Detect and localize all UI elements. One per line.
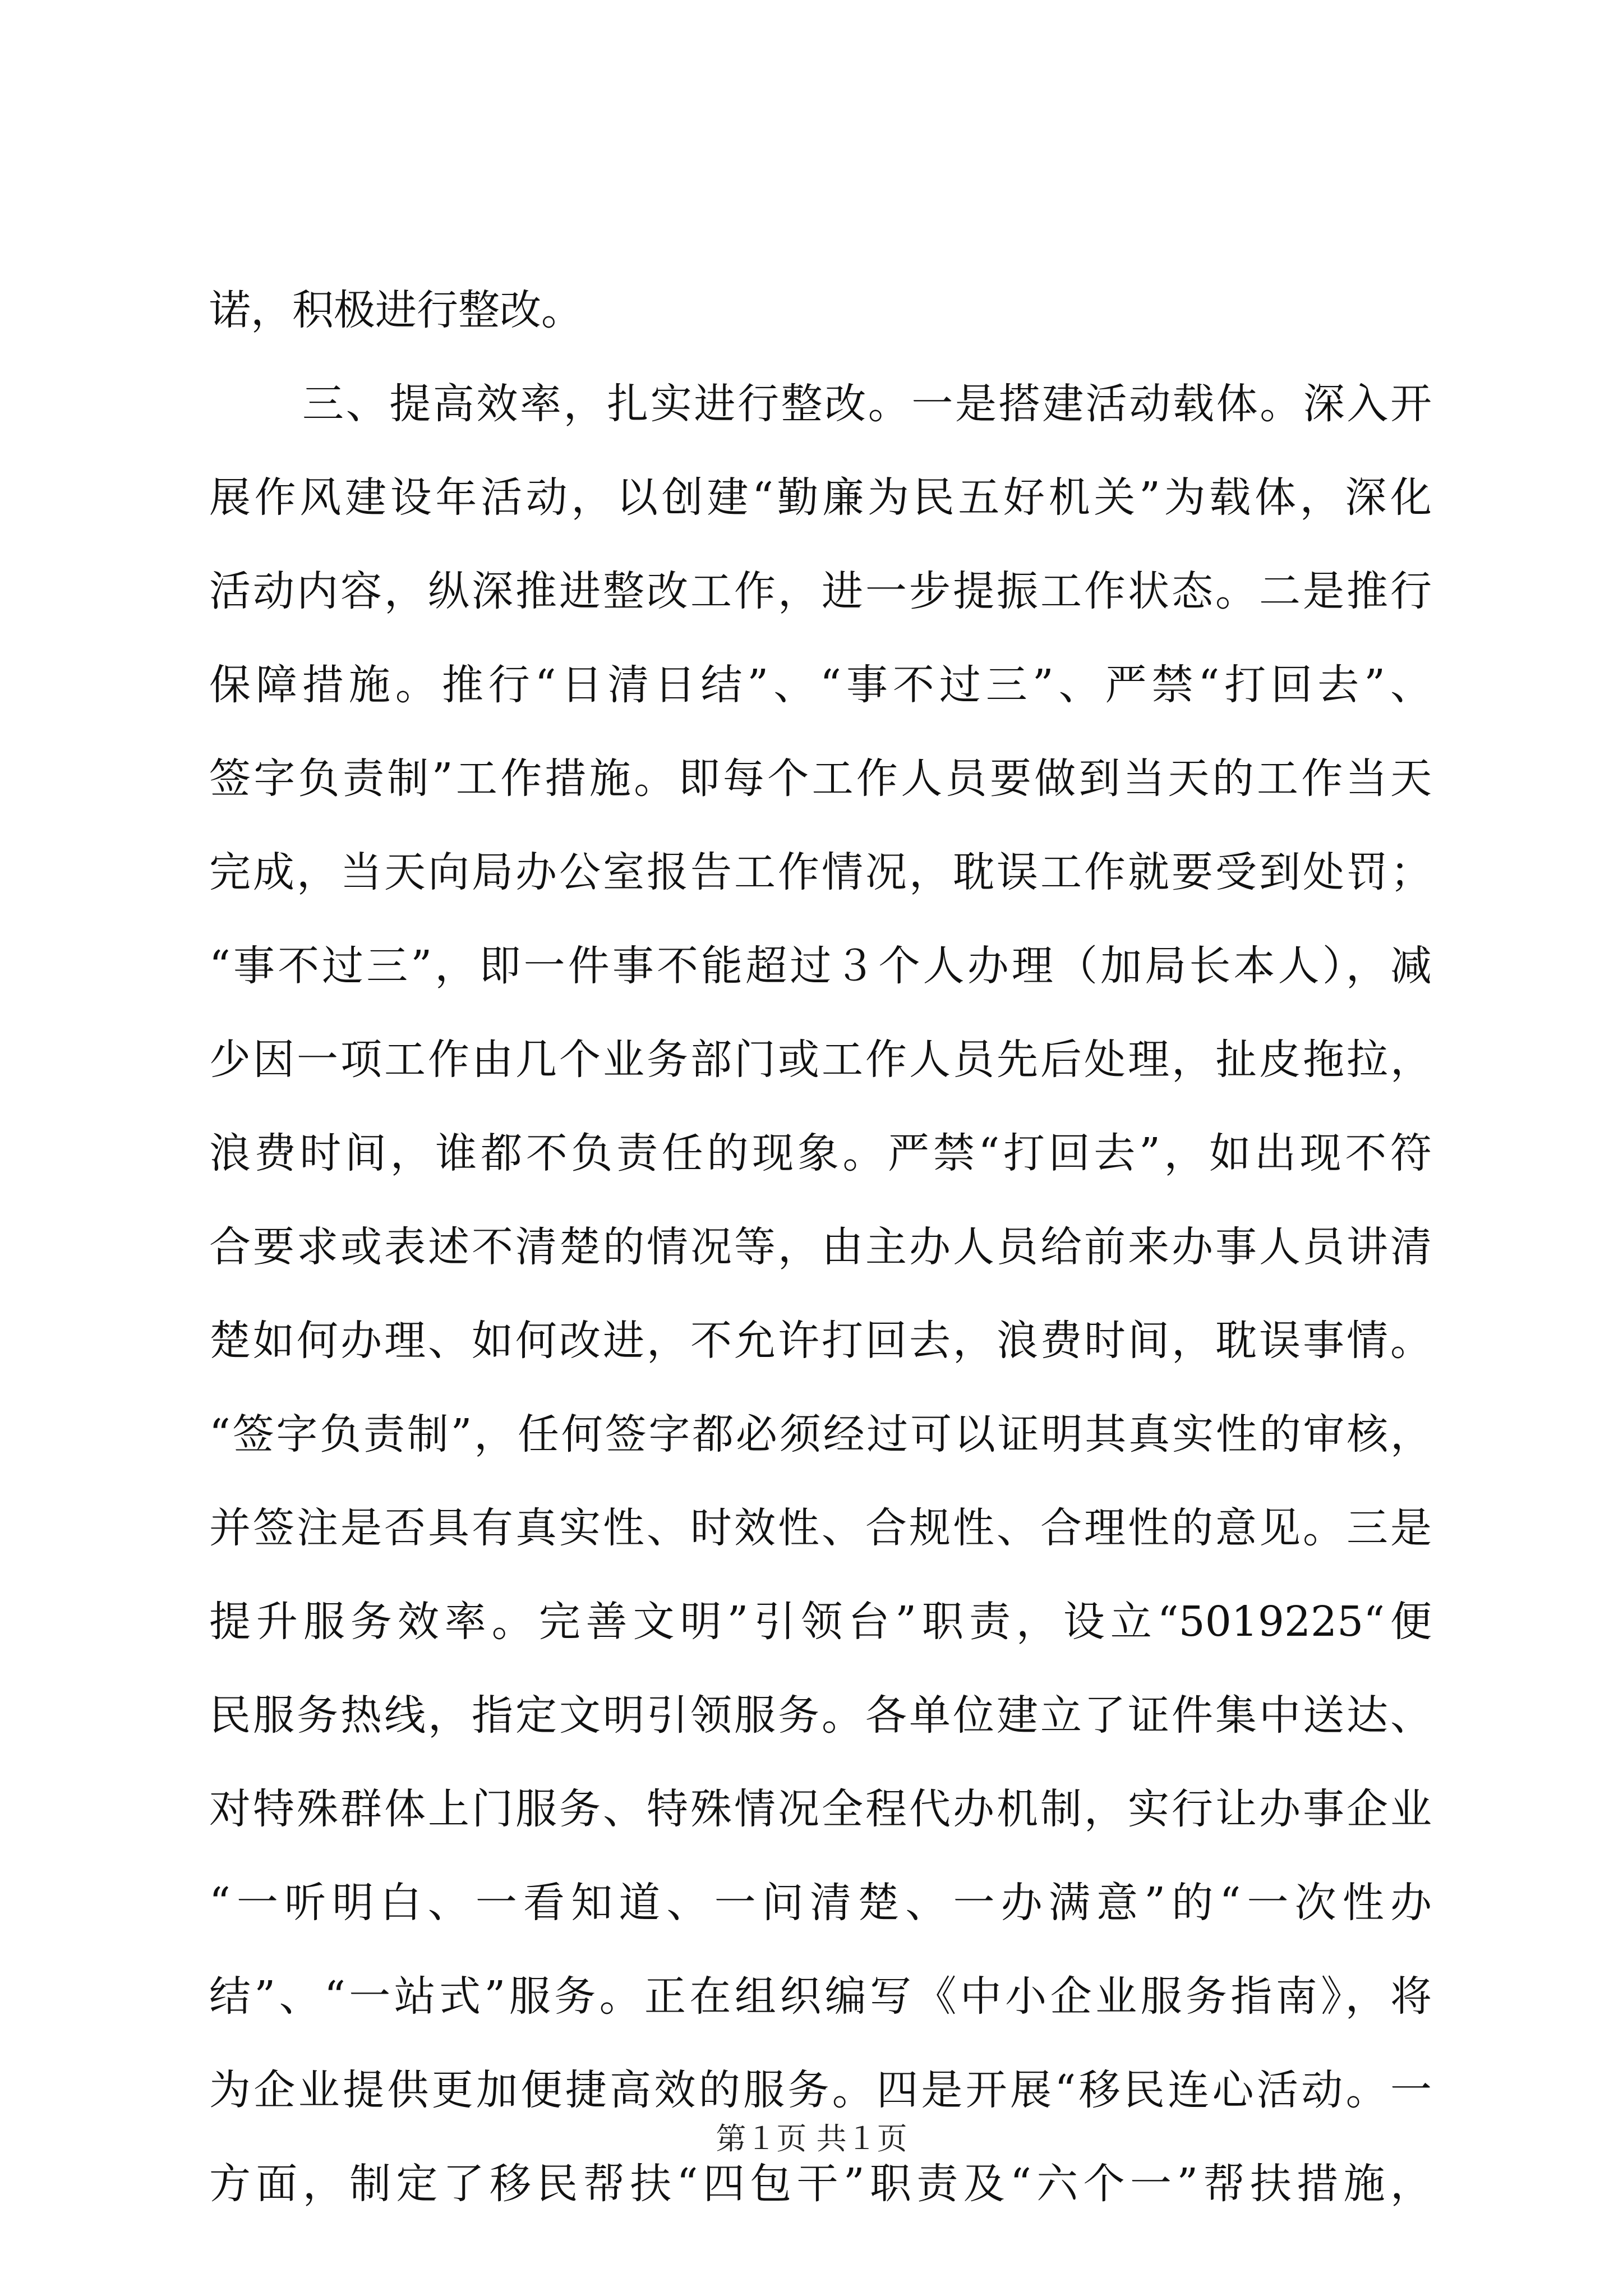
page-footer — [0, 2119, 1623, 2159]
text-line: 完成，当天向局办公室报告工作情况，耽误工作就要受到处罚； — [209, 848, 1432, 896]
text-line: 民服务热线，指定文明引领服务。各单位建立了证件集中送达、 — [209, 1691, 1432, 1740]
text-line: 合要求或表述不清楚的情况等，由主办人员给前来办事人员讲清 — [209, 1223, 1432, 1271]
text-line: 三、提高效率，扎实进行整改。一是搭建活动载体。深入开 — [302, 380, 1432, 428]
text-line: 浪费时间，谁都不负责任的现象。严禁“打回去”，如出现不符 — [209, 1129, 1432, 1177]
document-body — [209, 264, 1432, 2231]
text-line: 为企业提供更加便捷高效的服务。四是开展“移民连心活动。一 — [209, 2066, 1432, 2114]
text-line: 方面，制定了移民帮扶“四包干”职责及“六个一”帮扶措施， — [209, 2160, 1432, 2208]
text-line: 提升服务效率。完善文明”引领台”职责，设立“5019225“便 — [209, 1598, 1432, 1646]
text-line: 并签注是否具有真实性、时效性、合规性、合理性的意见。三是 — [209, 1504, 1432, 1552]
text-line: 展作风建设年活动，以创建“勤廉为民五好机关”为载体，深化 — [209, 473, 1432, 522]
text-line: “一听明白、一看知道、一问清楚、一办满意”的“一次性办 — [209, 1879, 1432, 1927]
page-number: 第１页 共１页 — [716, 2121, 907, 2156]
text-line: 楚如何办理、如何改进，不允许打回去，浪费时间，耽误事情。 — [209, 1317, 1432, 1365]
text-line: 签字负责制”工作措施。即每个工作人员要做到当天的工作当天 — [209, 754, 1432, 803]
text-line: “事不过三”，即一件事不能超过３个人办理（加局长本人），减 — [209, 942, 1432, 990]
text-line: 活动内容，纵深推进整改工作，进一步提振工作状态。二是推行 — [209, 567, 1432, 615]
text-line: 对特殊群体上门服务、特殊情况全程代办机制，实行让办事企业 — [209, 1785, 1432, 1833]
text-line: 结”、“一站式”服务。正在组织编写《中小企业服务指南》，将 — [209, 1972, 1432, 2021]
text-line: 保障措施。推行“日清日结”、“事不过三”、严禁“打回去”、 — [209, 661, 1432, 709]
text-line: 少因一项工作由几个业务部门或工作人员先后处理，扯皮拖拉， — [209, 1036, 1432, 1084]
text-line: 诺，积极进行整改。 — [209, 286, 583, 334]
text-line: “签字负责制”，任何签字都必须经过可以证明其真实性的审核， — [209, 1410, 1432, 1458]
